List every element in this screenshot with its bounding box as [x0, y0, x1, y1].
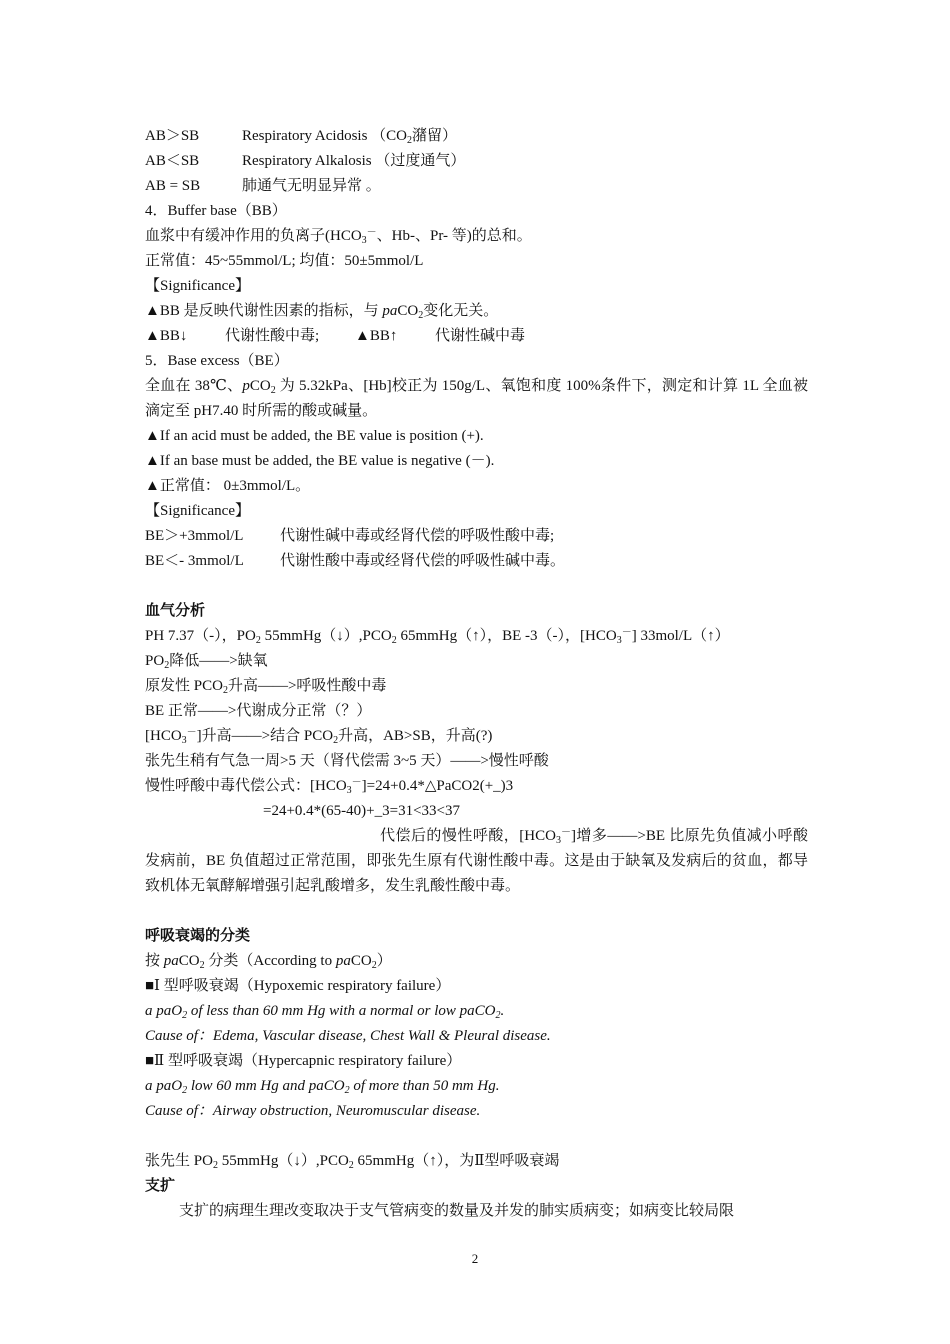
be-gt-line: BE＞+3mmol/L 代谢性碱中毒或经肾代偿的呼吸性酸中毒;: [145, 528, 555, 544]
rf-type1-definition: a paO$_2$ of less than 60 mm Hg with a normal or low paCO$_2$.: [145, 1003, 505, 1021]
bb-normal-value: 正常值：45~55mmol/L; 均值：50±5mmol/L: [145, 253, 424, 269]
rf-type2-cause: Cause of：Airway obstruction, Neuromuscular disease.: [145, 1103, 481, 1119]
history-line: 张先生稍有气急一周>5 天（肾代偿需 3~5 天）——>慢性呼酸: [145, 753, 549, 769]
be-normal-line: BE 正常——>代谢成分正常（？）: [145, 703, 372, 719]
ab-eq-sb-line: AB = SB 肺通气无明显异常 。: [145, 178, 381, 194]
blank-line: [145, 574, 808, 599]
be-heading: 5．Base excess（BE）: [145, 353, 289, 369]
bb-note: ▲BB 是反映代谢性因素的指标，与 paCO$_2$变化无关。: [145, 303, 499, 321]
be-lt-line: BE＜- 3mmol/L 代谢性酸中毒或经肾代偿的呼吸性碱中毒。: [145, 553, 566, 569]
blank-line: [145, 1124, 808, 1149]
ab-lt-sb-line: AB＜SB Respiratory Alkalosis （过度通气）: [145, 153, 466, 169]
compensation-calc: =24+0.4*(65-40)+_3=31<33<37: [263, 803, 460, 819]
rf-classify-line: 按 paCO$_2$ 分类（According to paCO$_2$）: [145, 953, 392, 971]
blank-line: [145, 899, 808, 924]
page-number: 2: [471, 1251, 479, 1266]
rf-type1-heading: ■Ⅰ 型呼吸衰竭（Hypoxemic respiratory failure）: [145, 978, 451, 994]
rf-section-title: 呼吸衰竭的分类: [145, 928, 251, 944]
blood-gas-section-title: 血气分析: [145, 603, 206, 619]
bb-definition: 血浆中有缓冲作用的负离子($HCO_3^-$、Hb-、Pr- 等)的总和。: [145, 227, 532, 246]
bronchiectasis-title: 支扩: [145, 1178, 176, 1194]
compensation-formula: 慢性呼酸中毒代偿公式：$[HCO_3^-]=24+0.4*\triangle PaCO2(+\_)3$: [145, 777, 514, 796]
be-base-note: ▲If an base must be added, the BE value is negative (－).: [145, 453, 495, 469]
ab-gt-sb-line: AB＞SB Respiratory Acidosis （$CO_2$潴留）: [145, 128, 458, 146]
bb-heading: 4．Buffer base（BB）: [145, 203, 287, 219]
be-definition: 全血在 38℃、pCO$_2$ 为 5.32kPa、[Hb]校正为 150g/L、氧饱和度 100%条件下，测定和计算 1L 全血被滴定至 pH7.40 时所需的酸或碱量。: [145, 378, 809, 419]
be-significance-label: 【Significance】: [145, 503, 250, 519]
blood-gas-values: PH 7.37（-），$PO_2$ $55mmHg(↓),PCO_2$ 65mmHg（↑），BE -3（-），$[HCO_3^-]$ 33mol/L（↑）: [145, 627, 730, 646]
rf-type2-heading: ■Ⅱ 型呼吸衰竭（Hypercapnic respiratory failure）: [145, 1053, 462, 1069]
hco3-line: $[HCO_3^-]$升高——>结合 $PCO_2$升高，AB>SB，升高(?): [145, 727, 493, 746]
bronchiectasis-text: 支扩的病理生理改变取决于支气管病变的数量及并发的肺实质病变；如病变比较局限: [179, 1203, 735, 1219]
compensation-paragraph: 代偿后的慢性呼酸，$[HCO_3^-]$增多——>BE 比原先负值减小呼酸发病前，BE 负值超过正常范围，即张先生原有代谢性酸中毒。这是由于缺氧及发病后的贫血，都导致机体无氧酵解增强引起乳酸增多，发生乳酸性酸中毒。: [145, 827, 808, 894]
rf-type2-definition: a paO$_2$ low 60 mm Hg and paCO$_2$ of more than 50 mm Hg.: [145, 1078, 500, 1096]
rf-case-line: 张先生 $PO_2$ $55mmHg(↓),PCO_2$ 65mmHg（↑），为Ⅱ型呼吸衰竭: [145, 1153, 560, 1171]
be-acid-note: ▲If an acid must be added, the BE value is position (+).: [145, 428, 484, 444]
be-normal-value: ▲正常值： 0±3mmol/L。: [145, 478, 311, 494]
page-content: [145, 124, 808, 1224]
bb-direction-line: ▲BB↓ 代谢性酸中毒; ▲BB↑ 代谢性碱中毒: [145, 328, 526, 344]
pco2-line: 原发性 $PCO_2$升高——>呼吸性酸中毒: [145, 678, 387, 696]
po2-line: $PO_2$降低——>缺氧: [145, 653, 268, 671]
bb-significance-label: 【Significance】: [145, 278, 250, 294]
rf-type1-cause: Cause of：Edema, Vascular disease, Chest Wall & Pleural disease.: [145, 1028, 551, 1044]
